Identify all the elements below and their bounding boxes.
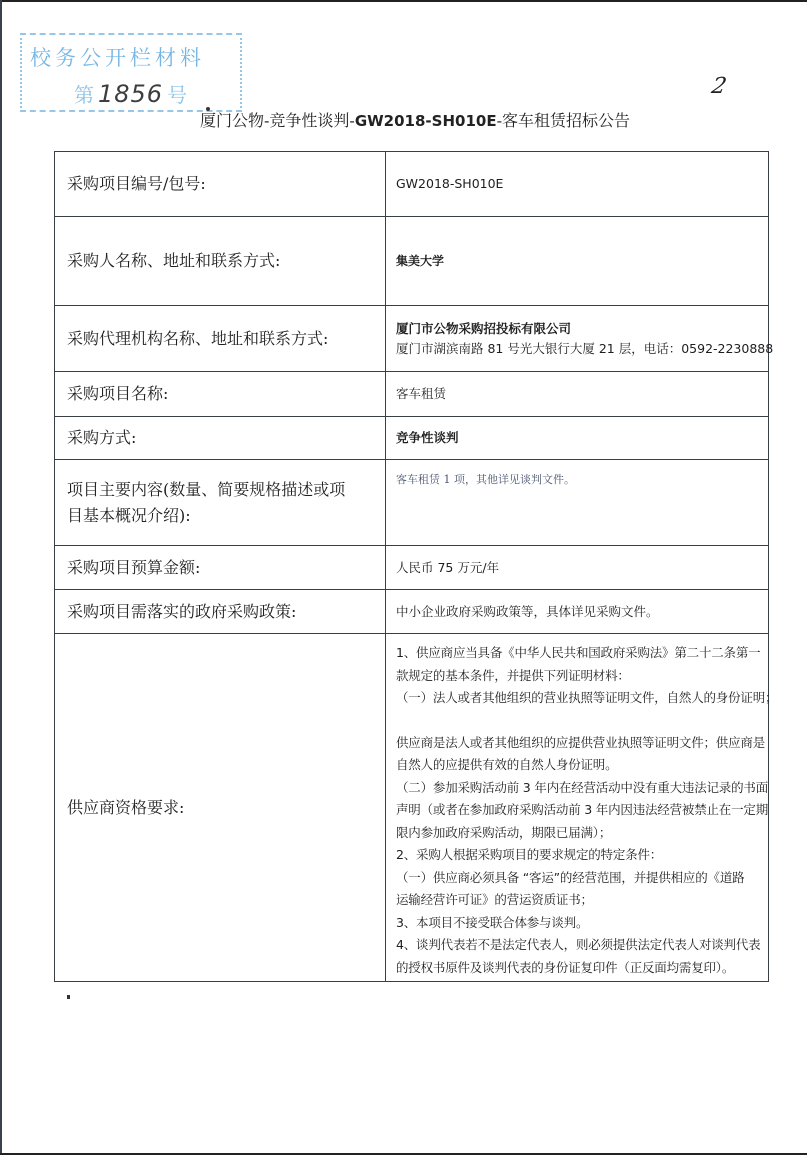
- requirement-line: 限内参加政府采购活动，期限已届满）；: [396, 824, 612, 840]
- stamp-handwritten-number: 1856: [98, 80, 164, 108]
- row-label: 供应商资格要求:: [55, 634, 386, 982]
- requirement-line: 供应商是法人或者其他组织的应提供营业执照等证明文件；供应商是: [396, 734, 766, 750]
- table-row: [55, 372, 769, 417]
- requirement-line: 款规定的基本条件，并提供下列证明材料：: [396, 667, 630, 683]
- requirement-line: 自然人的应提供有效的自然人身份证明。: [396, 757, 618, 772]
- title-prefix: 厦门公物-竞争性谈判-: [200, 111, 355, 130]
- requirement-line: 运输经营许可证》的营运资质证书；: [396, 892, 593, 907]
- row-value: [386, 306, 774, 372]
- stamp-number-line: [74, 79, 187, 108]
- stamp-suffix: 号: [167, 83, 188, 107]
- row-label: 采购项目名称:: [55, 372, 386, 417]
- row-label: 采购代理机构名称、地址和联系方式:: [55, 306, 386, 372]
- title-project-code: GW2018-SH010E: [354, 112, 497, 130]
- requirement-line: 3、本项目不接受联合体参与谈判。: [396, 914, 589, 930]
- document-title: [200, 108, 630, 131]
- handwritten-page-number: 2: [709, 74, 729, 99]
- row-value: 中小企业政府采购政策等，具体详见采购文件。: [386, 590, 769, 634]
- row-label: 采购方式:: [55, 417, 386, 460]
- table-row: [55, 152, 769, 217]
- label-line: 目基本概况介绍):: [67, 505, 191, 525]
- row-label: 采购项目预算金额:: [55, 546, 386, 590]
- table-row: [55, 590, 769, 634]
- row-label: [55, 460, 386, 546]
- row-value: 客车租赁 1 项，其他详见谈判文件。: [386, 460, 769, 546]
- table-row: [55, 634, 769, 982]
- row-label: 采购人名称、地址和联系方式:: [55, 217, 386, 306]
- row-value: 人民币 75 万元/年: [386, 546, 769, 590]
- blank-line: [396, 710, 760, 732]
- requirement-line: 2、采购人根据采购项目的要求规定的特定条件：: [396, 847, 663, 862]
- requirement-line: 4、谈判代表若不是法定代表人，则必须提供法定代表人对谈判代表: [396, 937, 761, 952]
- requirement-line: （一）供应商必须具备 “客运”的经营范围，并提供相应的《道路: [396, 869, 745, 885]
- requirement-line: （一）法人或者其他组织的营业执照等证明文件，自然人的身份证明；: [396, 690, 778, 705]
- supplier-requirements: [386, 634, 778, 982]
- row-label: 采购项目编号/包号:: [55, 152, 386, 217]
- requirement-line: 声明（或者在参加政府采购活动前 3 年内因违法经营被禁止在一定期: [396, 802, 769, 817]
- table-row: [55, 546, 769, 590]
- scan-top-edge: [0, 0, 807, 2]
- scan-speck: [67, 995, 70, 999]
- table-row: [55, 417, 769, 460]
- requirement-line: 1、供应商应当具备《中华人民共和国政府采购法》第二十二条第一: [396, 645, 761, 660]
- row-label: 采购项目需落实的政府采购政策:: [55, 590, 386, 634]
- row-value: 集美大学: [386, 217, 769, 306]
- requirement-line: 的授权书原件及谈判代表的身份证复印件（正反面均需复印）。: [396, 959, 735, 975]
- table-row: [55, 306, 769, 372]
- agency-name: 厦门市公物采购招投标有限公司: [396, 320, 572, 336]
- stamp-prefix: 第: [74, 83, 94, 107]
- scan-left-edge: [0, 0, 2, 1155]
- title-suffix: -客车租赁招标公告: [496, 111, 630, 130]
- stamp-title: 校务公开栏材料: [30, 46, 205, 70]
- label-line: 项目主要内容(数量、简要规格描述或项: [67, 479, 346, 499]
- row-value: 客车租赁: [386, 372, 769, 417]
- agency-address-phone: 厦门市湖滨南路 81 号光大银行大厦 21 层，电话：0592-2230888: [396, 340, 774, 356]
- table-row: [55, 217, 769, 306]
- table-row: [55, 460, 769, 546]
- archive-stamp: [20, 33, 242, 112]
- tender-info-table: [54, 151, 778, 982]
- row-value: GW2018-SH010E: [386, 152, 769, 217]
- requirement-line: （二）参加采购活动前 3 年内在经营活动中没有重大违法记录的书面: [396, 779, 769, 795]
- row-value: 竞争性谈判: [386, 417, 769, 460]
